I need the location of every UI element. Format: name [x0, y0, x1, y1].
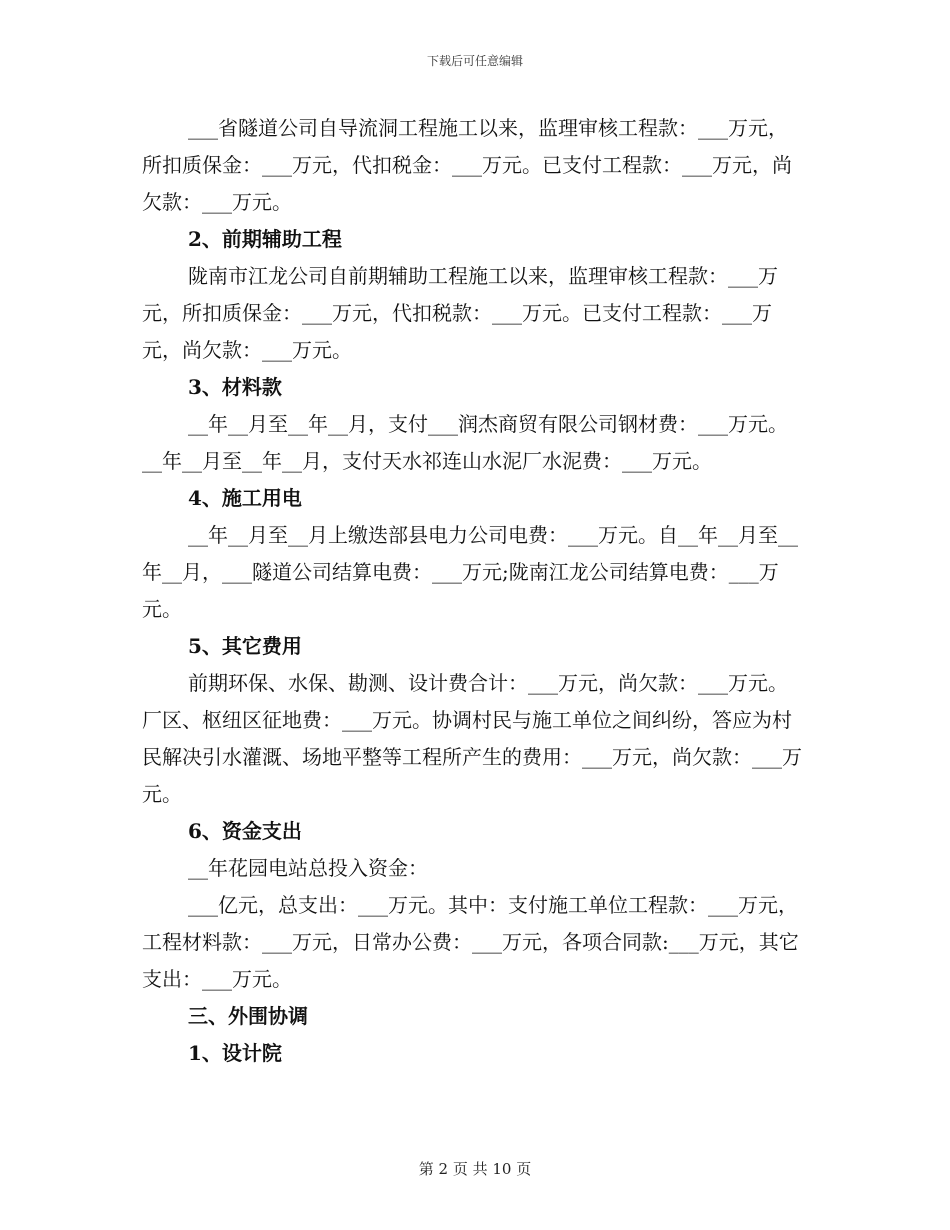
paragraph-materials: __年__月至__年__月，支付___润杰商贸有限公司钢材费：___万元。__年__月至__年__月，支付天水祁连山水泥厂水泥费：___万元。	[142, 412, 788, 473]
document-body	[142, 110, 807, 1072]
section-heading-4: 4、施工用电	[188, 486, 302, 510]
paragraph-other-costs: 前期环保、水保、勘测、设计费合计：___万元，尚欠款：___万元。厂区、枢纽区征地费：___万元。协调村民与施工单位之间纠纷，答应为村民解决引水灌溉、场地平整等工程所产生的费用：___万元，尚欠款：___万元。	[142, 671, 802, 806]
paragraph-expenditure: ___亿元，总支出：___万元。其中：支付施工单位工程款：___万元，工程材料款：___万元，日常办公费：___万元，各项合同款:___万元，其它支出：___万元。	[142, 893, 799, 991]
paragraph-tunnel-company: ___省隧道公司自导流洞工程施工以来，监理审核工程款：___万元，所扣质保金：___万元，代扣税金：___万元。已支付工程款：___万元，尚欠款：___万元。	[142, 116, 792, 214]
page-header: 下载后可任意编辑	[426, 54, 523, 68]
paragraph-auxiliary-works: 陇南市江龙公司自前期辅助工程施工以来，监理审核工程款：___万元，所扣质保金：___万元，代扣税款：___万元。已支付工程款：___万元，尚欠款：___万元。	[142, 264, 778, 362]
section-heading-2: 2、前期辅助工程	[188, 227, 342, 251]
section-heading-3: 3、材料款	[188, 375, 282, 399]
page-footer: 第 2 页 共 10 页	[418, 1160, 532, 1178]
paragraph-investment: __年花园电站总投入资金：	[188, 856, 428, 880]
section-heading-three: 三、外围协调	[188, 1004, 308, 1028]
section-heading-design-institute: 1、设计院	[188, 1041, 282, 1065]
paragraph-electricity: __年__月至__月上缴迭部县电力公司电费：___万元。自__年__月至__年__月，___隧道公司结算电费：___万元;陇南江龙公司结算电费：___万元。	[142, 523, 798, 621]
section-heading-6: 6、资金支出	[188, 819, 302, 843]
section-heading-5: 5、其它费用	[188, 634, 302, 658]
